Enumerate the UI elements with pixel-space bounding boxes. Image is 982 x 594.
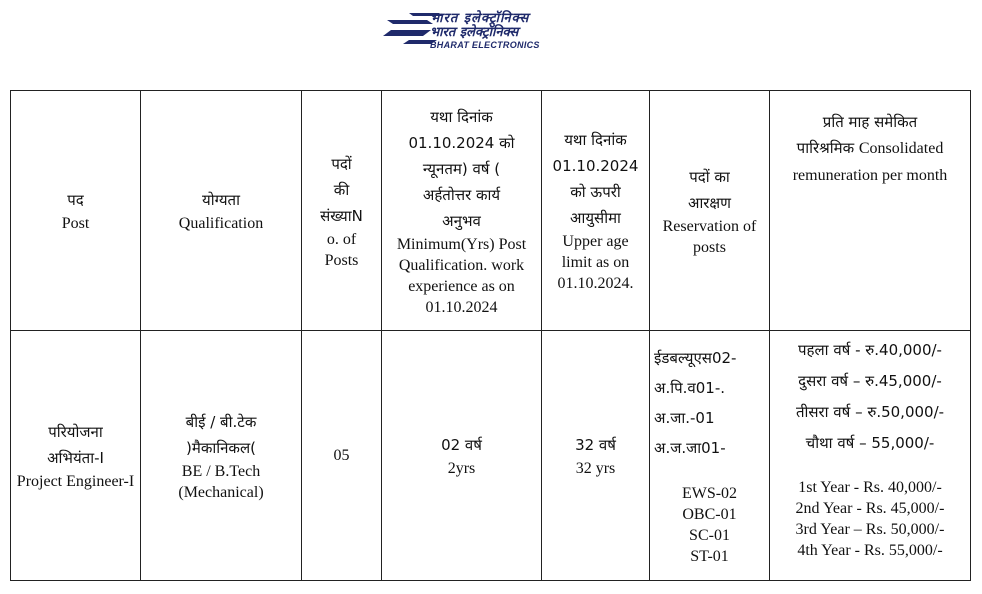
header-res-english: Reservation of posts xyxy=(662,217,757,256)
header-posts-english-1: o. of xyxy=(326,230,357,248)
header-post-english: Post xyxy=(61,215,90,232)
header-posts-hindi-1: पदों xyxy=(331,154,352,173)
header-exp-hindi-2: 01.10.2024 को xyxy=(408,133,515,152)
header-exp-hindi-5: अनुभव xyxy=(442,211,481,230)
logo-english-line: BHARAT ELECTRONICS xyxy=(430,40,540,50)
header-post xyxy=(11,91,141,331)
cell-age-limit xyxy=(542,331,650,581)
pay-english-year3: 3rd Year – Rs. 50,000/- xyxy=(795,521,945,538)
cell-qualification xyxy=(141,331,302,581)
header-reservation xyxy=(650,91,770,331)
qual-hindi-2: )मैकानिकल( xyxy=(186,438,256,457)
header-exp-hindi-4: अर्हतोत्तर कार्य xyxy=(422,185,501,204)
header-pay-hindi-2: पारिश्रमिक xyxy=(796,139,855,157)
header-age-hindi-1: यथा दिनांक xyxy=(564,131,627,149)
cell-post xyxy=(11,331,141,581)
reservation-hindi-list xyxy=(654,343,765,463)
res-english-obc: OBC-01 xyxy=(682,506,737,523)
header-experience xyxy=(382,91,542,331)
pay-english-year2: 2nd Year - Rs. 45,000/- xyxy=(795,500,945,517)
pay-english-year1: 1st Year - Rs. 40,000/- xyxy=(798,479,942,496)
logo-hindi-line2: भारत इलेक्ट्रॉनिक्स xyxy=(430,25,519,40)
res-english-ews: EWS-02 xyxy=(681,485,738,502)
header-post-hindi: पद xyxy=(67,191,84,209)
header-remuneration xyxy=(770,91,971,331)
post-english: Project Engineer-I xyxy=(16,473,135,490)
qual-english: BE / B.Tech (Mechanical) xyxy=(178,462,264,501)
table-header-row xyxy=(11,91,971,331)
pay-hindi-year1: पहला वर्ष - रु.40,000/- xyxy=(798,341,942,359)
res-english-st: ST-01 xyxy=(690,548,729,565)
header-pay-hindi-1: प्रति माह समेकित xyxy=(822,113,918,131)
header-res-hindi-1: पदों का xyxy=(689,167,730,186)
header-exp-hindi-1: यथा दिनांक xyxy=(430,107,493,126)
header-age-limit xyxy=(542,91,650,331)
header-age-hindi-4: आयुसीमा xyxy=(570,209,621,227)
qual-hindi-1: बीई / बी.टेक xyxy=(185,412,257,431)
pay-hindi-year2: दुसरा वर्ष – रु.45,000/- xyxy=(798,372,942,390)
header-no-of-posts xyxy=(302,91,382,331)
header-age-hindi-3: को ऊपरी xyxy=(570,183,621,201)
res-hindi-obc: अ.पि.व01-. xyxy=(654,379,726,397)
header-posts-hindi-3: संख्याN xyxy=(320,206,363,225)
header-exp-hindi-3: न्यूनतम) वर्ष ( xyxy=(422,159,501,178)
res-hindi-st: अ.ज.जा01- xyxy=(654,439,726,457)
header-posts-english-2: Posts xyxy=(324,251,359,269)
num-posts-value: 05 xyxy=(333,447,350,464)
header-res-hindi-2: आरक्षण xyxy=(687,193,732,212)
pay-english-year4: 4th Year - Rs. 55,000/- xyxy=(797,542,943,559)
header-age-hindi-2: 01.10.2024 xyxy=(552,157,639,175)
header-qualification-hindi: योग्यता xyxy=(202,191,240,209)
pay-hindi-year3: तीसरा वर्ष – रु.50,000/- xyxy=(795,403,945,421)
header-qualification-english: Qualification xyxy=(178,215,264,232)
post-hindi-2: अभियंता-I xyxy=(47,449,104,467)
vacancy-table xyxy=(10,90,971,581)
logo-hindi-line1: भारत इलेक्ट्रॉनिक्स xyxy=(430,11,530,26)
res-english-sc: SC-01 xyxy=(689,527,730,544)
header-posts-hindi-2: की xyxy=(333,180,350,199)
age-english: 32 yrs xyxy=(575,460,616,477)
cell-reservation xyxy=(650,331,770,581)
post-hindi-1: परियोजना xyxy=(48,423,103,441)
header-qualification xyxy=(141,91,302,331)
header-exp-english: Minimum(Yrs) Post Qualification. work experience as on 01.10.2024 xyxy=(396,235,527,316)
company-logo-text xyxy=(430,12,540,51)
age-hindi: 32 वर्ष xyxy=(575,436,616,454)
exp-english: 2yrs xyxy=(447,460,476,477)
cell-remuneration xyxy=(770,331,971,581)
exp-hindi: 02 वर्ष xyxy=(441,436,482,454)
res-hindi-sc: अ.जा.-01 xyxy=(654,409,715,427)
header-age-english: Upper age limit as on 01.10.2024. xyxy=(557,233,634,292)
table-row xyxy=(11,331,971,581)
header-pay-line-2 xyxy=(774,135,966,189)
cell-no-of-posts xyxy=(302,331,382,581)
header-pay-english: Consolidated remuneration per month xyxy=(792,140,948,184)
pay-hindi-year4: चौथा वर्ष – 55,000/- xyxy=(805,434,935,452)
res-hindi-ews: ईडबल्यूएस02- xyxy=(654,349,737,367)
cell-experience xyxy=(382,331,542,581)
